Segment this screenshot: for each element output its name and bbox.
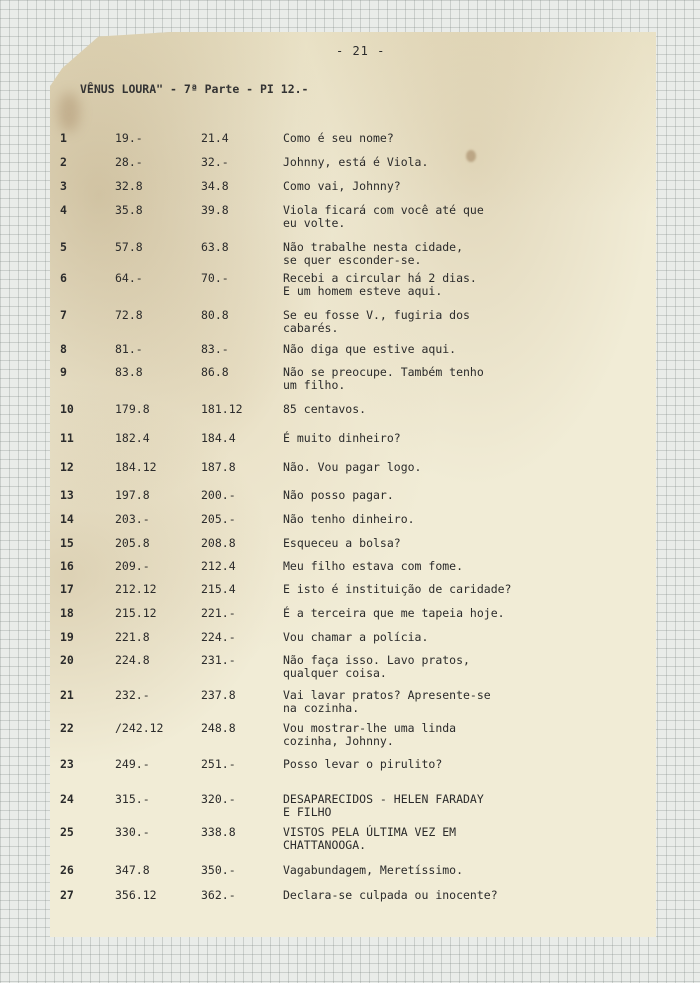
table-row	[0, 722, 700, 750]
timecode-out: 181.12	[201, 402, 243, 416]
table-row	[0, 432, 700, 460]
row-number: 8	[60, 342, 67, 356]
timecode-in: 197.8	[115, 488, 150, 502]
row-number: 5	[60, 240, 67, 254]
table-row	[0, 461, 700, 489]
timecode-in: 232.-	[115, 688, 150, 702]
document-header: VÊNUS LOURA" - 7ª Parte - PI 12.-	[80, 82, 309, 96]
row-number: 13	[60, 488, 74, 502]
timecode-in: 81.-	[115, 342, 143, 356]
table-row	[0, 366, 700, 394]
row-number: 21	[60, 688, 74, 702]
timecode-in: 182.4	[115, 431, 150, 445]
subtitle-text: Vai lavar pratos? Apresente-se na cozinha.	[283, 688, 491, 715]
subtitle-text: Não tenho dinheiro.	[283, 512, 415, 526]
timecode-out: 338.8	[201, 825, 236, 839]
row-number: 19	[60, 630, 74, 644]
timecode-out: 21.4	[201, 131, 229, 145]
timecode-out: 248.8	[201, 721, 236, 735]
row-number: 14	[60, 512, 74, 526]
row-number: 12	[60, 460, 74, 474]
row-number: 6	[60, 271, 67, 285]
timecode-out: 34.8	[201, 179, 229, 193]
timecode-out: 205.-	[201, 512, 236, 526]
row-number: 11	[60, 431, 74, 445]
row-number: 1	[60, 131, 67, 145]
row-number: 3	[60, 179, 67, 193]
subtitle-text: Não posso pagar.	[283, 488, 394, 502]
subtitle-text: Não trabalhe nesta cidade, se quer esconder-se.	[283, 240, 464, 267]
timecode-out: 224.-	[201, 630, 236, 644]
timecode-out: 86.8	[201, 365, 229, 379]
subtitle-text: Viola ficará com você até que eu volte.	[283, 203, 484, 230]
subtitle-text: Não faça isso. Lavo pratos, qualquer coisa.	[283, 653, 470, 680]
timecode-out: 184.4	[201, 431, 236, 445]
timecode-out: 237.8	[201, 688, 236, 702]
row-number: 2	[60, 155, 67, 169]
subtitle-text: Johnny, está é Viola.	[283, 155, 429, 169]
timecode-in: 32.8	[115, 179, 143, 193]
timecode-in: 64.-	[115, 271, 143, 285]
subtitle-text: É muito dinheiro?	[283, 431, 401, 445]
timecode-in: 19.-	[115, 131, 143, 145]
timecode-out: 320.-	[201, 792, 236, 806]
row-number: 10	[60, 402, 74, 416]
timecode-in: 221.8	[115, 630, 150, 644]
timecode-in: 224.8	[115, 653, 150, 667]
timecode-in: 57.8	[115, 240, 143, 254]
subtitle-text: Não. Vou pagar logo.	[283, 460, 422, 474]
subtitle-text: Como vai, Johnny?	[283, 179, 401, 193]
timecode-in: 83.8	[115, 365, 143, 379]
table-row	[0, 758, 700, 786]
row-number: 4	[60, 203, 67, 217]
subtitle-text: Não diga que estive aqui.	[283, 342, 457, 356]
subtitle-text: Posso levar o pirulito?	[283, 757, 443, 771]
timecode-in: 212.12	[115, 582, 157, 596]
row-number: 22	[60, 721, 74, 735]
timecode-out: 221.-	[201, 606, 236, 620]
paper-stain	[58, 92, 80, 132]
row-number: 17	[60, 582, 74, 596]
subtitle-text: Se eu fosse V., fugiria dos cabarés.	[283, 308, 470, 335]
page-number: - 21 -	[336, 44, 386, 58]
timecode-in: 356.12	[115, 888, 157, 902]
subtitle-text: Não se preocupe. Também tenho um filho.	[283, 365, 484, 392]
timecode-in: 330.-	[115, 825, 150, 839]
row-number: 26	[60, 863, 74, 877]
timecode-out: 63.8	[201, 240, 229, 254]
timecode-out: 187.8	[201, 460, 236, 474]
subtitle-text: Recebi a circular há 2 dias. E um homem esteve aqui.	[283, 271, 477, 298]
timecode-in: 72.8	[115, 308, 143, 322]
timecode-in: 315.-	[115, 792, 150, 806]
row-number: 15	[60, 536, 74, 550]
row-number: 18	[60, 606, 74, 620]
subtitle-text: 85 centavos.	[283, 402, 367, 416]
timecode-in: 249.-	[115, 757, 150, 771]
timecode-out: 362.-	[201, 888, 236, 902]
subtitle-text: Meu filho estava com fome.	[283, 559, 464, 573]
timecode-in: 28.-	[115, 155, 143, 169]
timecode-out: 208.8	[201, 536, 236, 550]
timecode-in: /242.12	[115, 721, 164, 735]
table-row	[0, 204, 700, 232]
subtitle-text: Declara-se culpada ou inocente?	[283, 888, 498, 902]
timecode-out: 350.-	[201, 863, 236, 877]
subtitle-text: É a terceira que me tapeia hoje.	[283, 606, 505, 620]
timecode-out: 80.8	[201, 308, 229, 322]
timecode-in: 205.8	[115, 536, 150, 550]
timecode-out: 231.-	[201, 653, 236, 667]
timecode-out: 200.-	[201, 488, 236, 502]
timecode-in: 215.12	[115, 606, 157, 620]
row-number: 7	[60, 308, 67, 322]
timecode-in: 184.12	[115, 460, 157, 474]
table-row	[0, 793, 700, 821]
timecode-out: 83.-	[201, 342, 229, 356]
row-number: 9	[60, 365, 67, 379]
row-number: 25	[60, 825, 74, 839]
table-row	[0, 689, 700, 717]
table-row	[0, 654, 700, 682]
subtitle-text: E isto é instituição de caridade?	[283, 582, 512, 596]
table-row	[0, 889, 700, 917]
timecode-out: 212.4	[201, 559, 236, 573]
row-number: 24	[60, 792, 74, 806]
timecode-out: 70.-	[201, 271, 229, 285]
table-row	[0, 241, 700, 269]
row-number: 20	[60, 653, 74, 667]
timecode-in: 203.-	[115, 512, 150, 526]
subtitle-text: VISTOS PELA ÚLTIMA VEZ EM CHATTANOOGA.	[283, 825, 457, 852]
table-row	[0, 272, 700, 300]
table-row	[0, 826, 700, 854]
timecode-in: 179.8	[115, 402, 150, 416]
row-number: 16	[60, 559, 74, 573]
table-row	[0, 403, 700, 431]
timecode-in: 347.8	[115, 863, 150, 877]
row-number: 23	[60, 757, 74, 771]
subtitle-text: DESAPARECIDOS - HELEN FARADAY E FILHO	[283, 792, 484, 819]
row-number: 27	[60, 888, 74, 902]
timecode-out: 251.-	[201, 757, 236, 771]
subtitle-text: Vagabundagem, Meretíssimo.	[283, 863, 464, 877]
timecode-out: 32.-	[201, 155, 229, 169]
subtitle-text: Vou mostrar-lhe uma linda cozinha, Johnny.	[283, 721, 457, 748]
table-row	[0, 309, 700, 337]
subtitle-text: Como é seu nome?	[283, 131, 394, 145]
timecode-in: 35.8	[115, 203, 143, 217]
timecode-out: 215.4	[201, 582, 236, 596]
subtitle-text: Esqueceu a bolsa?	[283, 536, 401, 550]
subtitle-text: Vou chamar a polícia.	[283, 630, 429, 644]
timecode-out: 39.8	[201, 203, 229, 217]
timecode-in: 209.-	[115, 559, 150, 573]
